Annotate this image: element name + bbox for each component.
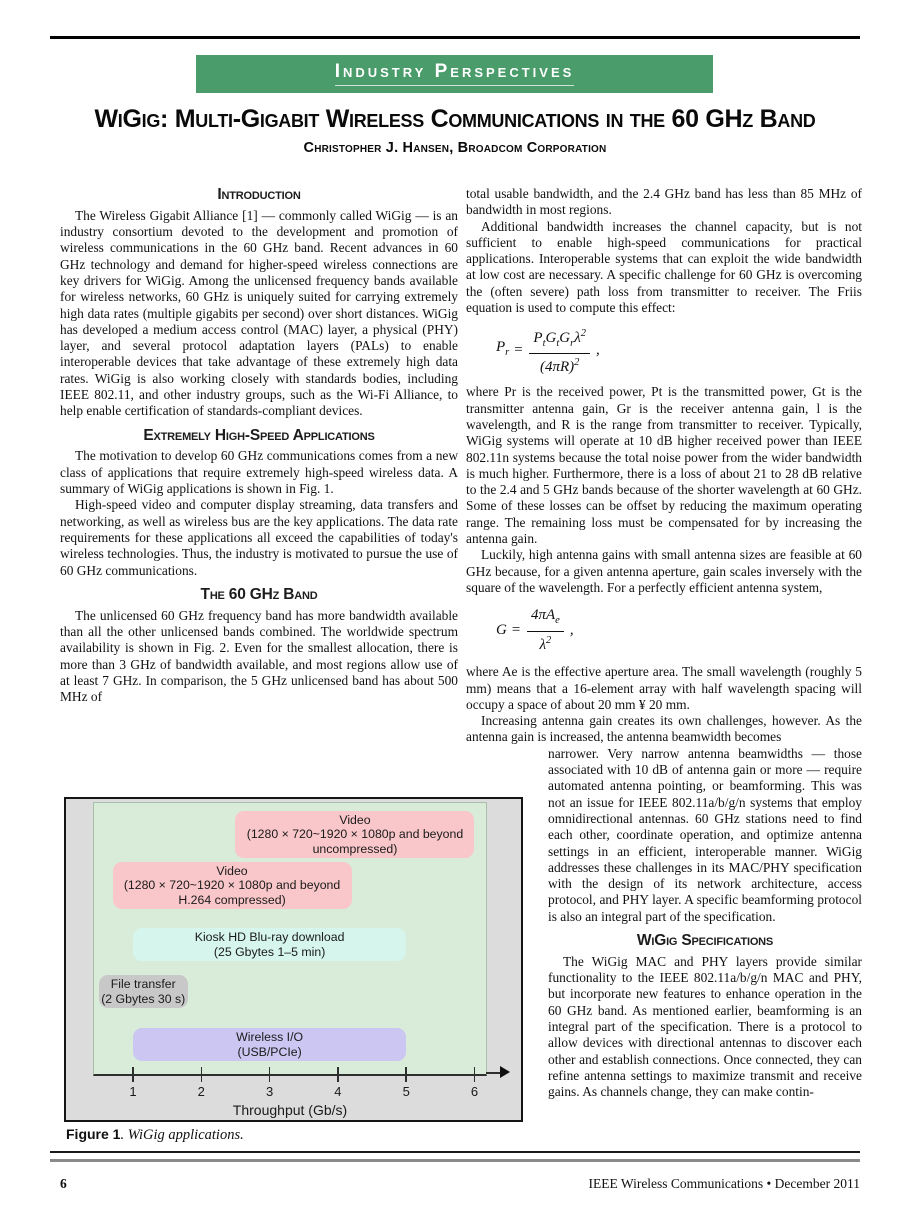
- paragraph: total usable bandwidth, and the 2.4 GHz band has less than 85 MHz of bandwidth in most regions.: [466, 186, 862, 218]
- x-axis-tick: [132, 1067, 134, 1082]
- equation-comma: ,: [595, 342, 600, 359]
- x-axis-tick-label: 2: [197, 1084, 205, 1099]
- figure-plot-area: [93, 802, 487, 1118]
- top-rule: [50, 36, 860, 39]
- chart-bar-kiosk-hd-bluray: [133, 928, 406, 961]
- x-axis-tick-label: 1: [129, 1084, 137, 1099]
- article-author: Christopher J. Hansen, Broadcom Corporation: [303, 140, 607, 156]
- equation-lhs: $P_r$: [496, 339, 510, 359]
- chart-bar-label: File transfer: [110, 976, 176, 991]
- x-axis-tick: [269, 1067, 271, 1082]
- article-title: WiGig: Multi-Gigabit Wireless Communications in the 60 GHz Band: [94, 105, 816, 133]
- fraction-numerator: $P_tG_tG_r\lambda^2$: [529, 326, 590, 354]
- chart-bar-sublabel: (USB/PCIe): [237, 1044, 302, 1059]
- page-number: 6: [60, 1176, 67, 1191]
- x-axis-tick: [405, 1067, 407, 1082]
- chart-bar-label: Wireless I/O: [236, 1029, 304, 1044]
- paragraph: The unlicensed 60 GHz frequency band has more bandwidth available than all the other unlicensed bands combined. The worldwide spectrum availability is shown in Fig. 2. Even for the smallest allocation, there is more than 3 GHz of bandwidth available, and most regions allow use of at least 7 GHz. In comparison, the 5 GHz unlicensed band has about 500 MHz of: [60, 607, 458, 705]
- figure-caption-text: . WiGig applications.: [120, 1127, 244, 1143]
- paragraph: Increasing antenna gain creates its own challenges, however. As the antenna gain is increased, the antenna beamwidth becomes: [466, 713, 862, 745]
- figure-caption: [66, 1126, 518, 1144]
- paragraph: The motivation to develop 60 GHz communications comes from a new class of applications that require extremely high-speed wireless data. A summary of WiGig applications is shown in Fig. 1.: [60, 448, 458, 497]
- chart-bar-label: Kiosk HD Blu-ray download: [194, 929, 345, 944]
- footer-rule-top: [50, 1151, 860, 1153]
- paragraph: where Pr is the received power, Pt is the transmitted power, Gt is the transmitter antenna gain, Gr is the receiver antenna gain, l is the wavelength, and R is the range from transmitter to receiver. Typically, WiGig systems will operate at 10 dB higher received power than IEEE 802.11n systems because the total noise power from the wider bandwidth is much higher. Furthermore, there is a loss of about 21 to 28 dB relative to the 2.4 and 5 GHz bands because of the shorter wavelength at 60 GHz. Some of these losses can be offset by reducing the maximum operating range. The remaining loss must be compensated for by increasing the antenna gain.: [466, 384, 862, 547]
- journal-name: IEEE Wireless Communications • December 2011: [588, 1176, 860, 1191]
- banner-title: Industry Perspectives: [335, 62, 575, 86]
- x-axis-line: [486, 1072, 501, 1075]
- right-column-narrow-wrap: [548, 746, 862, 1101]
- chart-bar-sublabel: (1280 × 720~1920 × 1080p and beyond uncompressed): [246, 827, 464, 856]
- x-axis-tick: [337, 1067, 339, 1082]
- x-axis-label: Throughput (Gb/s): [232, 1102, 348, 1118]
- fraction-numerator: $4\pi A_e$: [527, 607, 564, 631]
- chart-bar-label: Video: [339, 812, 371, 827]
- section-heading-introduction: Introduction: [217, 186, 301, 203]
- chart-bar-video-uncompressed: [235, 811, 474, 858]
- paragraph: narrower. Very narrow antenna beamwidths — those associated with 10 dB of antenna gain or more — require automated antenna pointing, or beamforming. This was not an issue for IEEE 802.11a/b/g/n systems that employ omnidirectional antennas. 60 GHz stations need to find each other, coordinate operation, and optimize antenna settings in an efficient, interoperable manner. WiGig addresses these challenges in its MAC/PHY specification with the design of its network architecture, access protocol, and PHY layer. A specific beamforming protocol is also an integral part of the specification.: [548, 745, 862, 924]
- equation-fraction: [529, 326, 590, 376]
- equation-lhs: G: [496, 622, 507, 639]
- paragraph: Luckily, high antenna gains with small antenna sizes are feasible at 60 GHz because, for a given antenna aperture, gain scales inversely with the square of the wavelength. For a perfectly efficient antenna system,: [466, 547, 862, 595]
- chart-bar-file-transfer: [99, 975, 188, 1008]
- x-axis-tick-label: 4: [334, 1084, 342, 1099]
- equals-sign: =: [513, 342, 524, 359]
- x-axis-tick: [201, 1067, 203, 1082]
- paragraph: The Wireless Gigabit Alliance [1] — commonly called WiGig — is an industry consortium devoted to the development and promotion of wireless communications in the 60 GHz band. Recent advances in 60 GHz technology and demand for higher-speed wireless connections are key drivers for WiGig. Among the unlicensed frequency bands available for wireless networks, 60 GHz is uniquely suited for carrying extremely high data rates (multiple gigabits per second) over short distances. WiGig has developed a medium access control (MAC) layer, a physical (PHY) layer, and several protocol adaptation layers (PALs) to enable interoperable devices that take advantage of these extremely high data rates. WiGig is also working closely with standards bodies, including IEEE 802.11, and other industry groups, such as the Wi-Fi Alliance, to help enable certification of standards-compliant devices.: [60, 207, 458, 419]
- section-heading-applications: Extremely High-Speed Applications: [143, 426, 375, 444]
- fraction-denominator: $\lambda^2$: [539, 634, 552, 653]
- left-column: [60, 186, 458, 705]
- x-axis-tick: [474, 1067, 476, 1082]
- gain-equation: [496, 604, 862, 656]
- equation-comma: ,: [569, 622, 574, 639]
- industry-perspectives-banner: [196, 55, 713, 93]
- chart-bar-sublabel: (2 Gbytes 30 s): [101, 991, 186, 1006]
- footer-rule-bottom: [50, 1159, 860, 1162]
- figure-1: [64, 797, 523, 1122]
- figure-caption-label: Figure 1: [66, 1126, 121, 1142]
- chart-bar-label: Video: [216, 863, 248, 878]
- fraction-denominator: $(4\pi R)^2$: [539, 356, 580, 375]
- section-heading-60ghz-band: The 60 GHz Band: [200, 585, 318, 603]
- x-axis-tick-label: 3: [265, 1084, 274, 1099]
- paragraph: Additional bandwidth increases the channel capacity, but is not sufficient to enable high-speed communications for practical applications. Interoperable systems that can exploit the wide bandwidth at low cost are necessary. A specific challenge for 60 GHz is overcoming the (often severe) path loss from transmitter to receiver. The Friis equation is used to compute this effect:: [466, 218, 862, 316]
- friis-equation: [496, 324, 862, 376]
- chart-bar-wireless-io: [133, 1028, 406, 1061]
- x-axis-tick-label: 6: [470, 1084, 479, 1099]
- paragraph: where Ae is the effective aperture area. The small wavelength (roughly 5 mm) means that a 16-element array with half wavelength spacing will occupy a space of about 20 mm ¥ 20 mm.: [466, 664, 862, 712]
- paragraph: High-speed video and computer display streaming, data transfers and networking, as well as wireless bus are the key applications. The data rate requirements for these applications all exceed the capabilities of today's wireless technologies. Thus, the industry is motivated to pursue the use of 60 GHz communications.: [60, 497, 458, 578]
- chart-bar-sublabel: (1280 × 720~1920 × 1080p and beyond H.264 compressed): [123, 878, 341, 907]
- x-axis-tick-label: 5: [402, 1084, 410, 1099]
- x-axis-arrow-icon: [500, 1066, 510, 1078]
- footer: [50, 1176, 860, 1192]
- paragraph: The WiGig MAC and PHY layers provide similar functionality to the IEEE 802.11a/b/g/n MAC and PHY, but incorporate new features to enhance operation in the 60 GHz band. As mentioned earlier, beamforming is an integral part of the specification. There is a protocol to allow devices with directional antennas to discover each other and establish connections. Once connected, they can refine antenna settings to maximize transmit and receive gains. As channels change, they can make contin-: [548, 953, 862, 1100]
- right-column: [466, 186, 862, 1100]
- chart-bar-video-h264: [113, 862, 352, 909]
- chart-bar-sublabel: (25 Gbytes 1–5 min): [213, 944, 326, 959]
- section-heading-wigig-specifications: WiGig Specifications: [636, 931, 774, 949]
- equals-sign: =: [510, 622, 521, 639]
- equation-fraction: [527, 607, 564, 653]
